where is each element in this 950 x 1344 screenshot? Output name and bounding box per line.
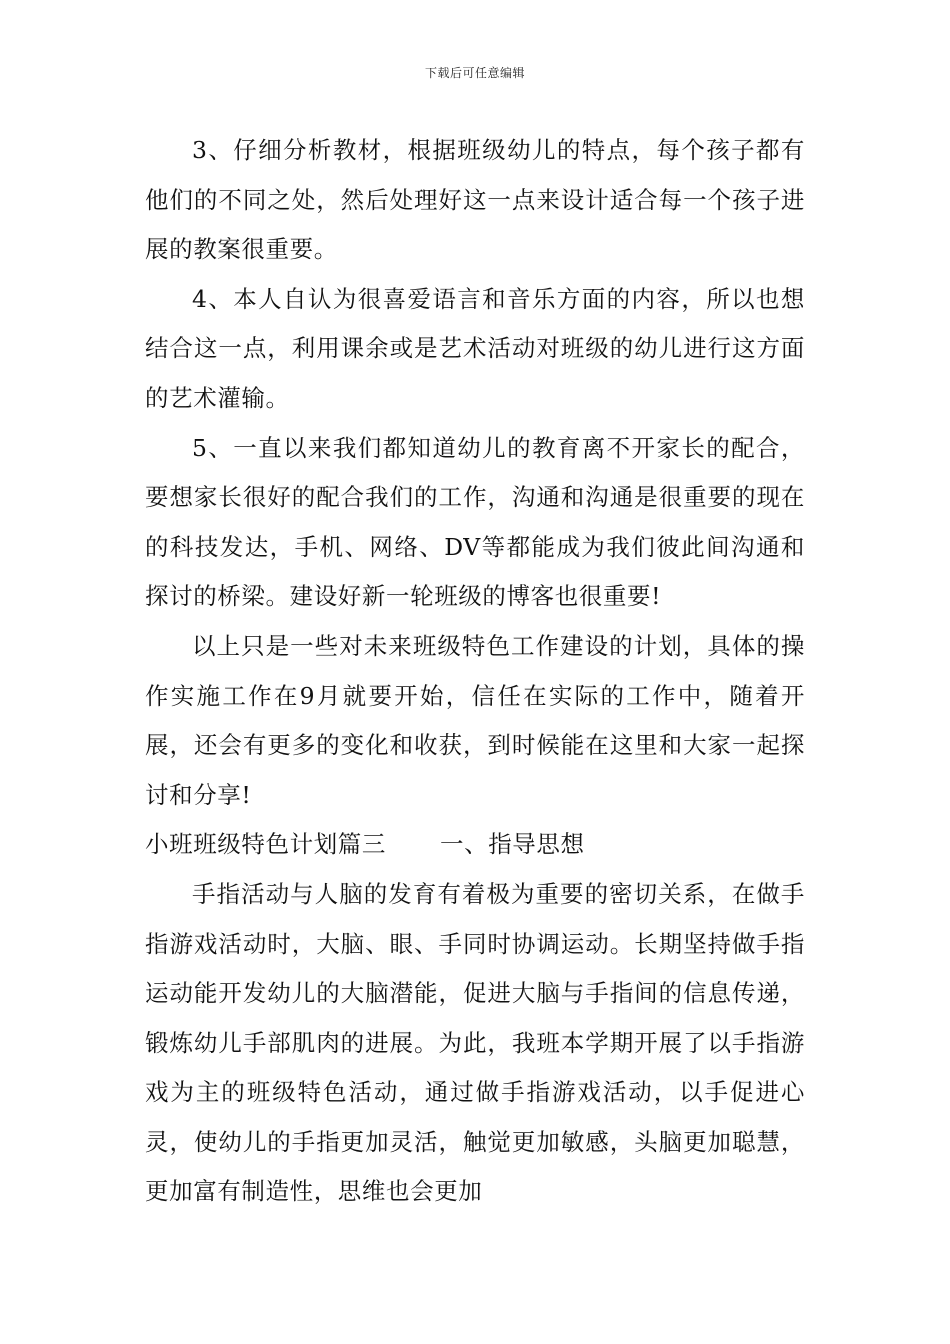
paragraph-summary: 以上只是一些对未来班级特色工作建设的计划，具体的操作实施工作在9月就要开始，信任在实际的工作中，随着开展，还会有更多的变化和收获，到时候能在这里和大家一起探讨和分享! [145,631,805,809]
page-header: 下载后可任意编辑 [424,66,525,80]
section-subtitle: 一、指导思想 [440,830,585,859]
paragraph-guiding-thought: 手指活动与人脑的发育有着极为重要的密切关系，在做手指游戏活动时，大脑、眼、手同时协调运动。长期坚持做手指运动能开发幼儿的大脑潜能，促进大脑与手指间的信息传递，锻炼幼儿手部肌肉的进展。为此，我班本学期开展了以手指游戏为主的班级特色活动，通过做手指游戏活动，以手促进心灵，使幼儿的手指更加灵活，触觉更加敏感，头脑更加聪慧，更加富有制造性，思维也会更加 [145,879,805,1206]
paragraph-item-5: 5、一直以来我们都知道幼儿的教育离不开家长的配合，要想家长很好的配合我们的工作，沟通和沟通是很重要的现在的科技发达，手机、网络、DV等都能成为我们彼此间沟通和探讨的桥梁。建设好新一轮班级的博客也很重要! [145,433,805,611]
section-title: 小班班级特色计划篇三 [145,830,386,859]
document-body [145,126,805,1217]
paragraph-item-3: 3、仔细分析教材，根据班级幼儿的特点，每个孩子都有他们的不同之处，然后处理好这一点来设计适合每一个孩子进展的教案很重要。 [145,136,805,264]
section-heading [145,820,805,870]
paragraph-item-4: 4、本人自认为很喜爱语言和音乐方面的内容，所以也想结合这一点，利用课余或是艺术活动对班级的幼儿进行这方面的艺术灌输。 [145,284,805,412]
